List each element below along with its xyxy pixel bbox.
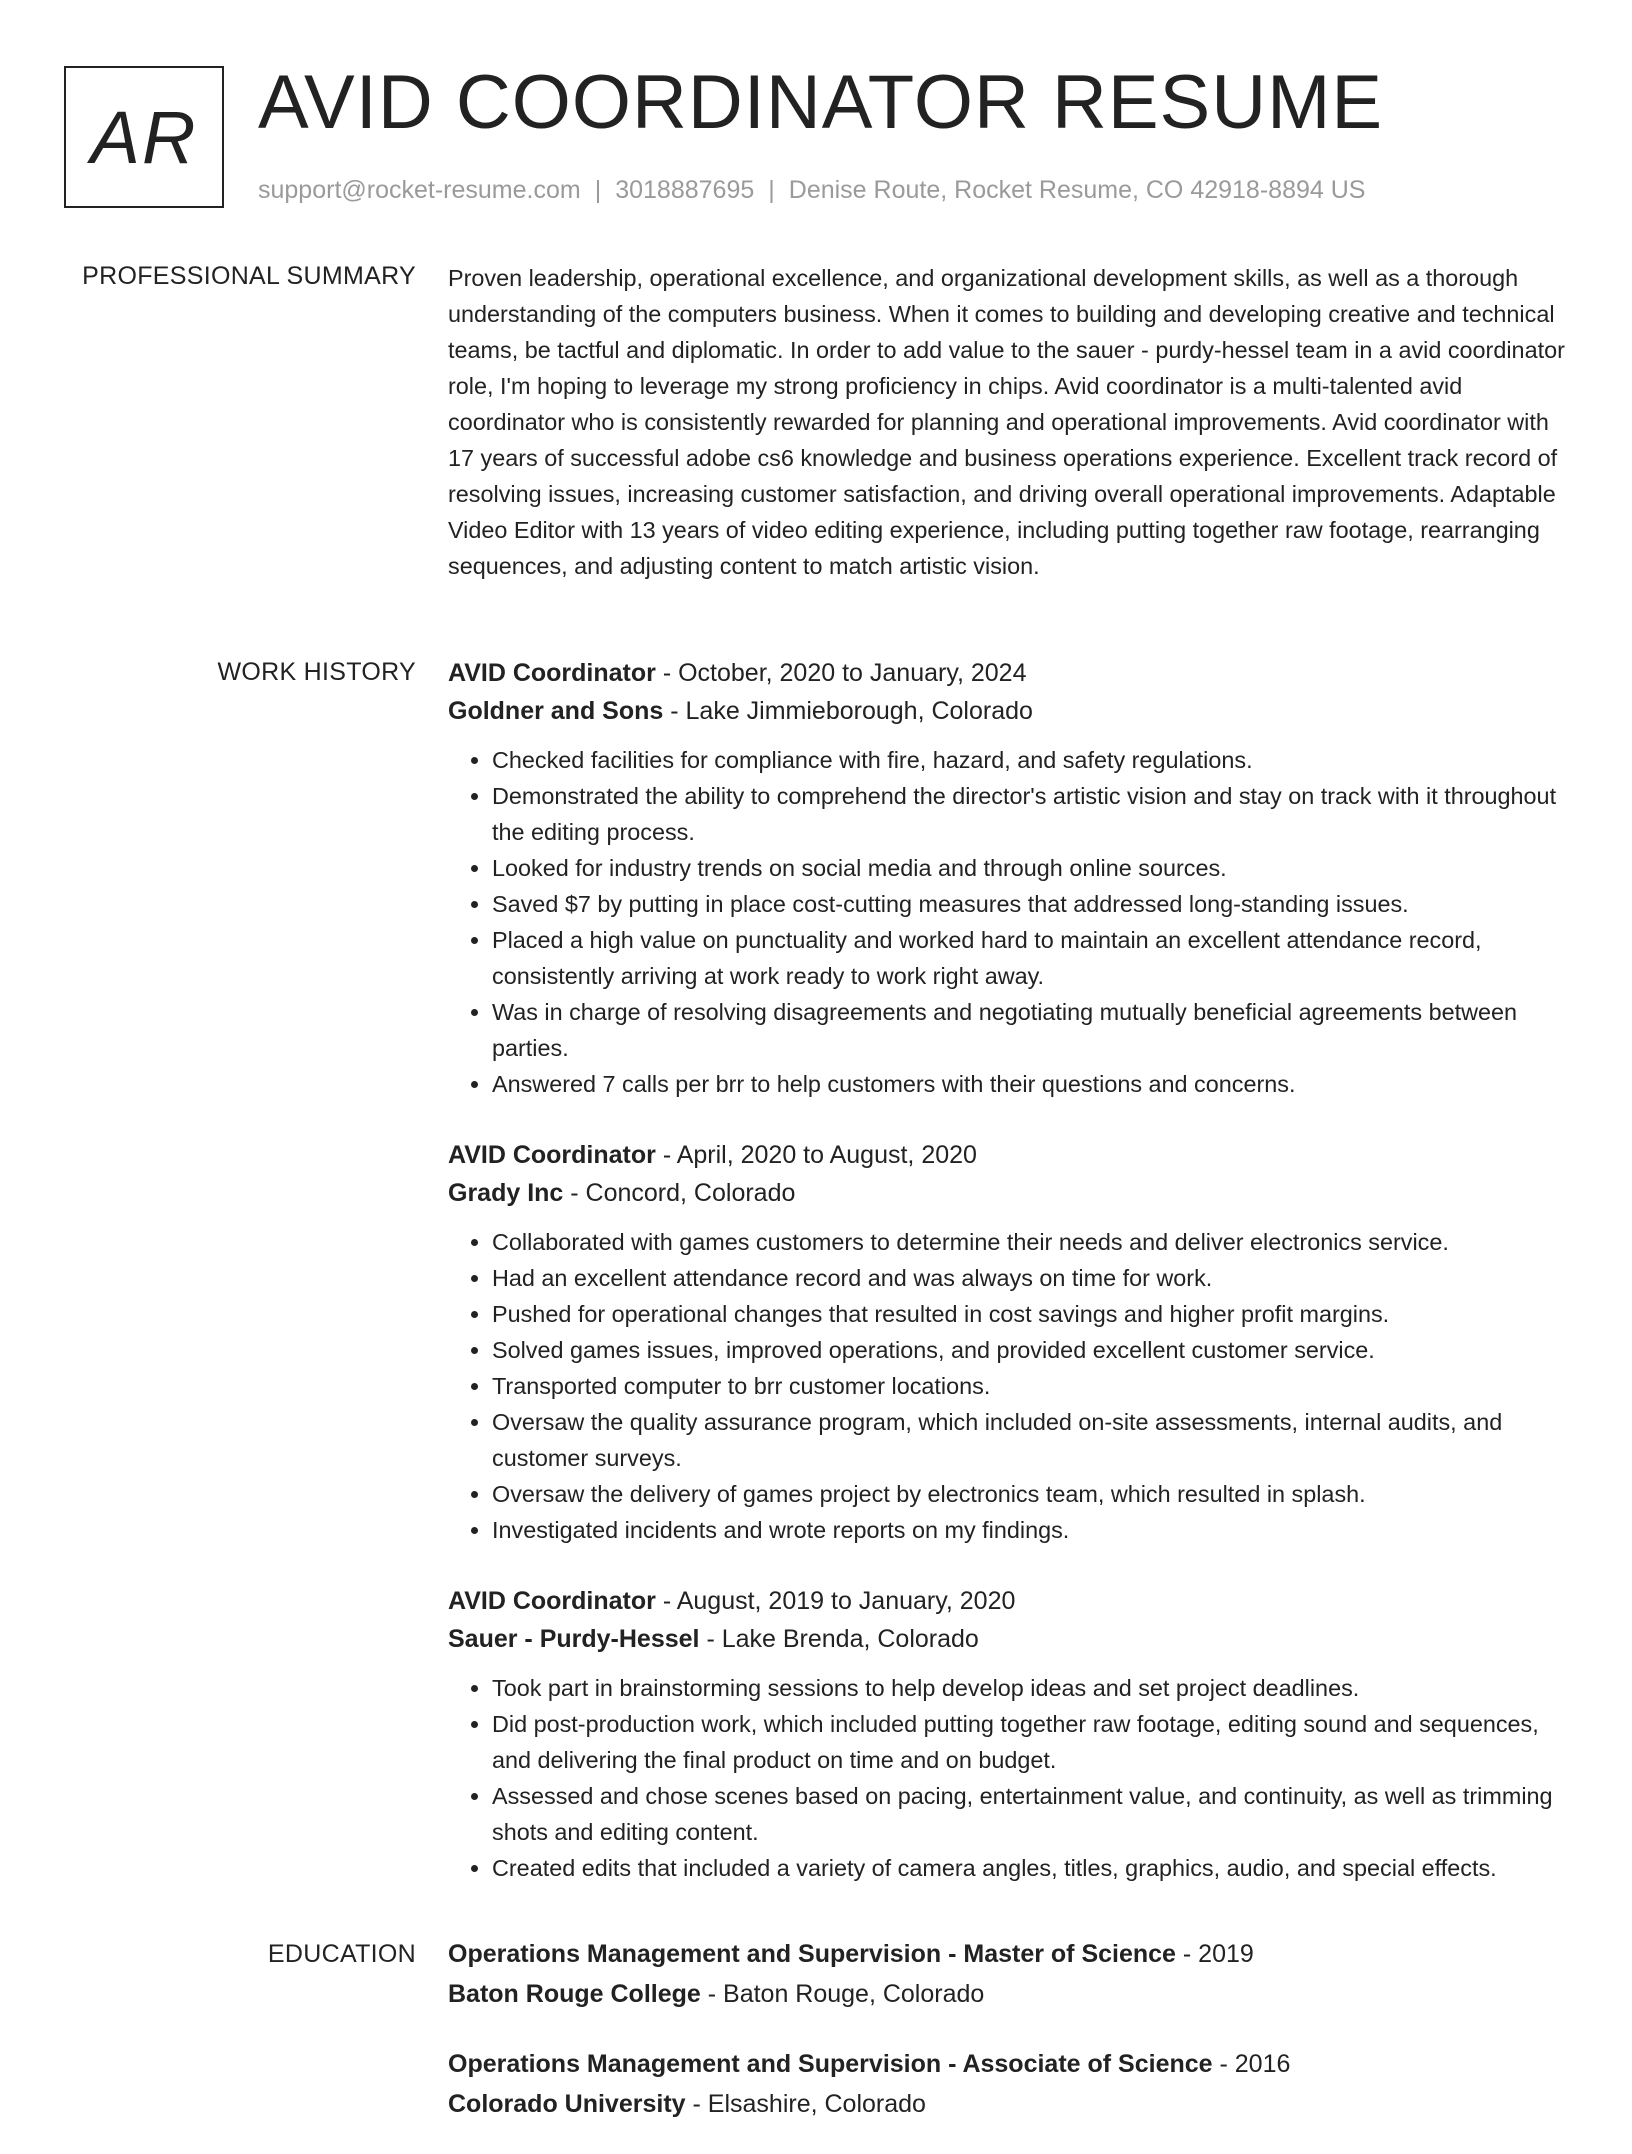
job-entry [448,654,1568,1102]
job-dates: - August, 2019 to January, 2020 [655,1587,1016,1615]
job-bullet: • Checked facilities for compliance with fire, hazard, and safety regulations. [492,742,1568,778]
education-year: - 2016 [1212,2050,1291,2078]
job-bullets [448,1670,1568,1886]
work-body [448,654,1568,1920]
job-bullet: • Saved $7 by putting in place cost-cutting measures that addressed long-standing issues. [492,886,1568,922]
job-company: Sauer - Purdy-Hessel [448,1625,700,1653]
job-entry [448,1136,1568,1548]
contact-separator: | [768,176,775,204]
education-school: Colorado University [448,2090,686,2118]
job-bullet: • Transported computer to brr customer locations. [492,1368,1568,1404]
job-bullet: • Created edits that included a variety of camera angles, titles, graphics, audio, and special effects. [492,1850,1568,1886]
job-bullet: • Oversaw the delivery of games project by electronics team, which resulted in splash. [492,1476,1568,1512]
job-bullet: • Solved games issues, improved operations, and provided excellent customer service. [492,1332,1568,1368]
job-bullet: • Assessed and chose scenes based on pacing, entertainment value, and continuity, as well as trimming shots and editing content. [492,1778,1568,1850]
monogram-box [64,66,224,208]
job-company-line [448,1620,1568,1658]
job-bullet: • Oversaw the quality assurance program, which included on-site assessments, internal audits, and customer surveys. [492,1404,1568,1476]
job-bullet: • Pushed for operational changes that resulted in cost savings and higher profit margins. [492,1296,1568,1332]
education-school-line [448,1974,1568,2014]
job-title-line [448,1582,1568,1620]
work-label: WORK HISTORY [217,658,416,686]
summary-label: PROFESSIONAL SUMMARY [82,262,416,290]
education-degree: Operations Management and Supervision - Associate of Science [448,2050,1213,2078]
summary-body [448,260,1568,584]
education-degree: Operations Management and Supervision - Master of Science [448,1940,1176,1968]
education-degree-line [448,2044,1568,2084]
job-title-line [448,1136,1568,1174]
job-title: AVID Coordinator [448,659,656,687]
education-location: - Elsashire, Colorado [685,2090,926,2118]
job-bullet: • Did post-production work, which included putting together raw footage, editing sound and sequences, and delivering the final product on time and on budget. [492,1706,1568,1778]
monogram-initials: AR [90,95,198,179]
education-entry [448,1934,1568,2014]
job-bullet: • Investigated incidents and wrote reports on my findings. [492,1512,1568,1548]
job-location: - Lake Brenda, Colorado [699,1625,979,1653]
job-title: AVID Coordinator [448,1141,656,1169]
job-bullet: • Was in charge of resolving disagreements and negotiating mutually beneficial agreements between parties. [492,994,1568,1066]
summary-text: Proven leadership, operational excellence, and organizational development skills, as well as a thorough understanding of the computers business. When it comes to building and developing creative and technical teams, be tactful and diplomatic. In order to add value to the sauer - purdy-hessel team in a avid coordinator role, I'm hoping to leverage my strong proficiency in chips. Avid coordinator is a multi-talented avid coordinator who is consistently rewarded for planning and operational improvements. Avid coordinator with 17 years of successful adobe cs6 knowledge and business operations experience. Excellent track record of resolving issues, increasing customer satisfaction, and driving overall operational improvements. Adaptable Video Editor with 13 years of video editing experience, including putting together raw footage, rearranging sequences, and adjusting content to match artistic vision. [448,265,1565,579]
contact-address: Denise Route, Rocket Resume, CO 42918-8894 US [788,176,1366,204]
contact-line [258,176,1365,205]
job-bullet: • Answered 7 calls per brr to help customers with their questions and concerns. [492,1066,1568,1102]
education-label: EDUCATION [267,1940,416,1968]
job-dates: - October, 2020 to January, 2024 [655,659,1027,687]
education-entry [448,2044,1568,2124]
education-location: - Baton Rouge, Colorado [700,1980,985,2008]
job-location: - Lake Jimmieborough, Colorado [663,697,1033,725]
contact-separator: | [594,176,602,204]
job-company: Goldner and Sons [448,697,664,725]
job-bullets [448,742,1568,1102]
education-school: Baton Rouge College [448,1980,701,2008]
job-bullets [448,1224,1568,1548]
job-bullet: • Had an excellent attendance record and was always on time for work. [492,1260,1568,1296]
job-bullet: • Collaborated with games customers to determine their needs and deliver electronics service. [492,1224,1568,1260]
job-title: AVID Coordinator [448,1587,656,1615]
education-year: - 2019 [1175,1940,1254,1968]
job-dates: - April, 2020 to August, 2020 [655,1141,977,1169]
job-title-line [448,654,1568,692]
job-bullet: • Took part in brainstorming sessions to help develop ideas and set project deadlines. [492,1670,1568,1706]
resume-title: AVID COORDINATOR RESUME [258,60,1384,145]
job-bullet: • Demonstrated the ability to comprehend the director's artistic vision and stay on track with it throughout the editing process. [492,778,1568,850]
job-company: Grady Inc [448,1179,564,1207]
job-bullet: • Looked for industry trends on social media and through online sources. [492,850,1568,886]
education-school-line [448,2084,1568,2124]
education-degree-line [448,1934,1568,1974]
education-body [448,1934,1568,2154]
job-bullet: • Placed a high value on punctuality and worked hard to maintain an excellent attendance record, consistently arriving at work ready to work right away. [492,922,1568,994]
job-company-line [448,1174,1568,1212]
job-company-line [448,692,1568,730]
contact-phone[interactable]: 3018887695 [615,176,755,204]
job-location: - Concord, Colorado [563,1179,796,1207]
job-entry [448,1582,1568,1886]
contact-email[interactable]: support@rocket-resume.com [258,176,581,204]
